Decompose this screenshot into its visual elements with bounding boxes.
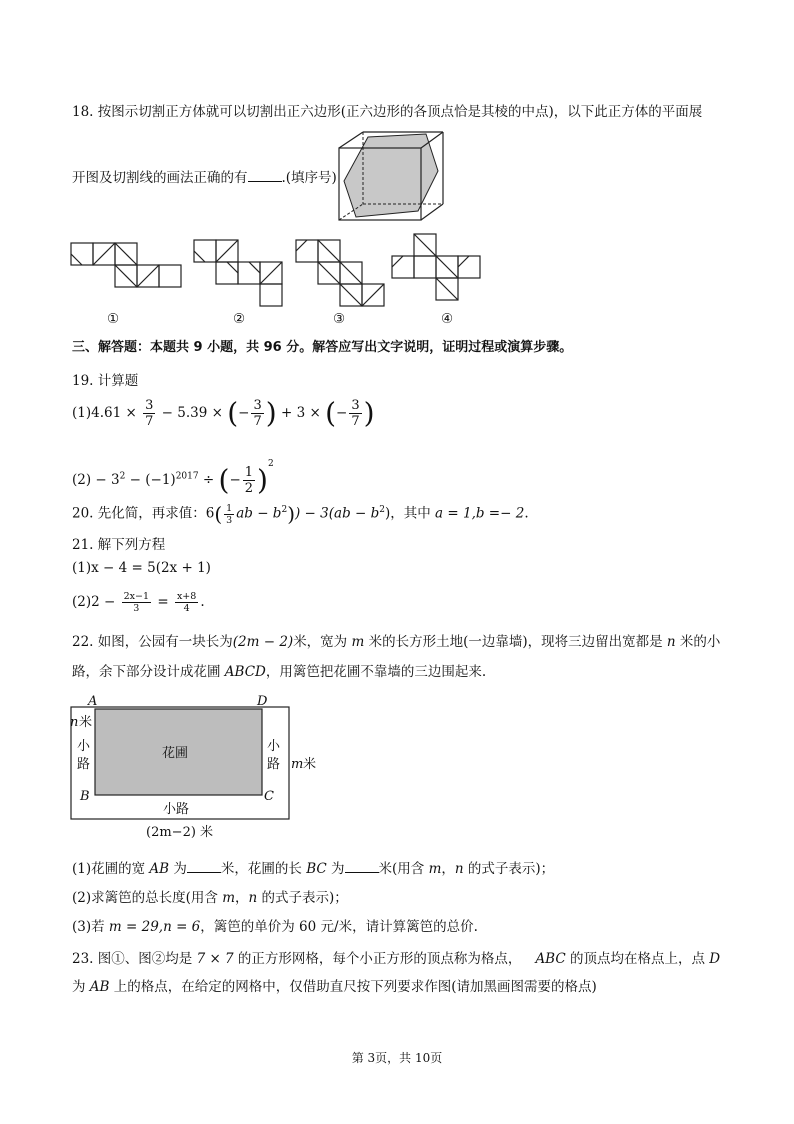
net-3 — [296, 240, 388, 312]
q21-part2: (2)2 − $\frac{2x-1}{3}$ = $\frac{x+8}{4}$ . — [72, 591, 205, 614]
road-left-1: 小 — [77, 739, 91, 754]
bc-answer-blank — [345, 860, 379, 873]
q23-line1: 23. 图①、图②均是 7 × 7 的正方形网格，每个小正方形的顶点称为格点， ABC 的顶点均在格点上，点 D — [72, 951, 721, 967]
q20: 20. 先化简，再求值：6( $\frac{1}{3}$ ab − $b^2)) - 3(ab - b^2)$，其中 a = 1,b =− 2. — [72, 502, 529, 526]
garden-figure — [66, 690, 326, 842]
page-footer: 第 3页，共 10页 — [351, 1051, 443, 1065]
q22-sub1: (1)花圃的宽 AB 为 米，花圃的长 BC 为 米(用含 m，n 的式子表示)； — [72, 861, 555, 877]
label-D: D — [257, 694, 268, 709]
q21-frac1: $\frac{2x-1}{3}$ — [123, 591, 150, 614]
q22-sub2: (2)求篱笆的总长度(用含 m，n 的式子表示)； — [72, 890, 348, 906]
net-4 — [392, 234, 484, 306]
q21-label: 21. 解下列方程 — [72, 537, 166, 553]
q19-frac3: $\frac{3}{7}$ — [351, 398, 360, 429]
garden-label: 花圃 — [162, 746, 189, 761]
q19-part1: (1)4.61 × $\frac{3}{7}$ − 5.39 × (− $\frac{3}{7}$ ) + 3 × (− $\frac{3}{7}$ ) — [72, 396, 375, 430]
q18-answer-blank — [248, 169, 282, 182]
q23-line2: 为 AB 上的格点，在给定的网格中，仅借助直尺按下列要求作图(请加黑画图需要的格点) — [72, 979, 597, 995]
label-B: B — [80, 789, 90, 804]
q18-line2: 开图及切割线的画法正确的有 .(填序号) — [72, 170, 337, 186]
road-right-1: 小 — [267, 739, 281, 754]
q21-frac2: $\frac{x+8}{4}$ — [176, 591, 197, 614]
m-unit: 米 — [303, 757, 317, 772]
cube-figure — [335, 128, 447, 224]
bottom-dimension: (2m−2) 米 — [146, 825, 214, 840]
q19-frac1: $\frac{3}{7}$ — [145, 398, 154, 429]
section-3-title: 三、解答题：本题共 9 小题，共 96 分。解答应写出文字说明，证明过程或演算步骤。 — [72, 340, 573, 355]
road-bottom: 小路 — [163, 802, 190, 817]
n-unit: 米 — [79, 715, 93, 730]
net-1-label: ① — [107, 311, 120, 327]
net-3-label: ③ — [333, 311, 346, 327]
q19-part2: $(2) - 3^2 - (-1)^{2017}$ ÷ (− $\frac{1}{2}$ )$^2$ — [72, 459, 274, 497]
q19-label: 19. 计算题 — [72, 373, 139, 389]
q21-part1: (1)x − 4 = 5(2x + 1) — [72, 560, 211, 576]
road-right-2: 路 — [267, 757, 281, 772]
q22-line1: 22. 如图，公园有一块长为(2m − 2)米，宽为 m 米的长方形土地(一边靠墙)，现将三边留出宽都是 n 米的小 — [72, 634, 721, 650]
n-label: n — [70, 715, 79, 730]
net-4-label: ④ — [441, 311, 454, 327]
q19-frac4: $\frac{1}{2}$ — [244, 465, 254, 496]
label-A: A — [88, 694, 98, 709]
q18-line1: 18. 按图示切割正方体就可以切割出正六边形(正六边形的各顶点恰是其棱的中点)，以下此正方体的平面展 — [72, 104, 703, 120]
net-2-label: ② — [233, 311, 246, 327]
q22-sub3: (3)若 m = 29,n = 6，篱笆的单价为 60 元/米，请计算篱笆的总价. — [72, 919, 478, 935]
m-label: m — [291, 757, 304, 772]
q20-frac: $\frac{1}{3}$ — [226, 502, 233, 526]
road-left-2: 路 — [77, 757, 91, 772]
net-2 — [194, 240, 286, 308]
ab-answer-blank — [187, 860, 221, 873]
q22-line2: 路，余下部分设计成花圃 ABCD，用篱笆把花圃不靠墙的三边围起来. — [72, 664, 487, 680]
label-C: C — [264, 789, 274, 804]
net-1 — [71, 243, 183, 311]
q19-frac2: $\frac{3}{7}$ — [253, 398, 262, 429]
